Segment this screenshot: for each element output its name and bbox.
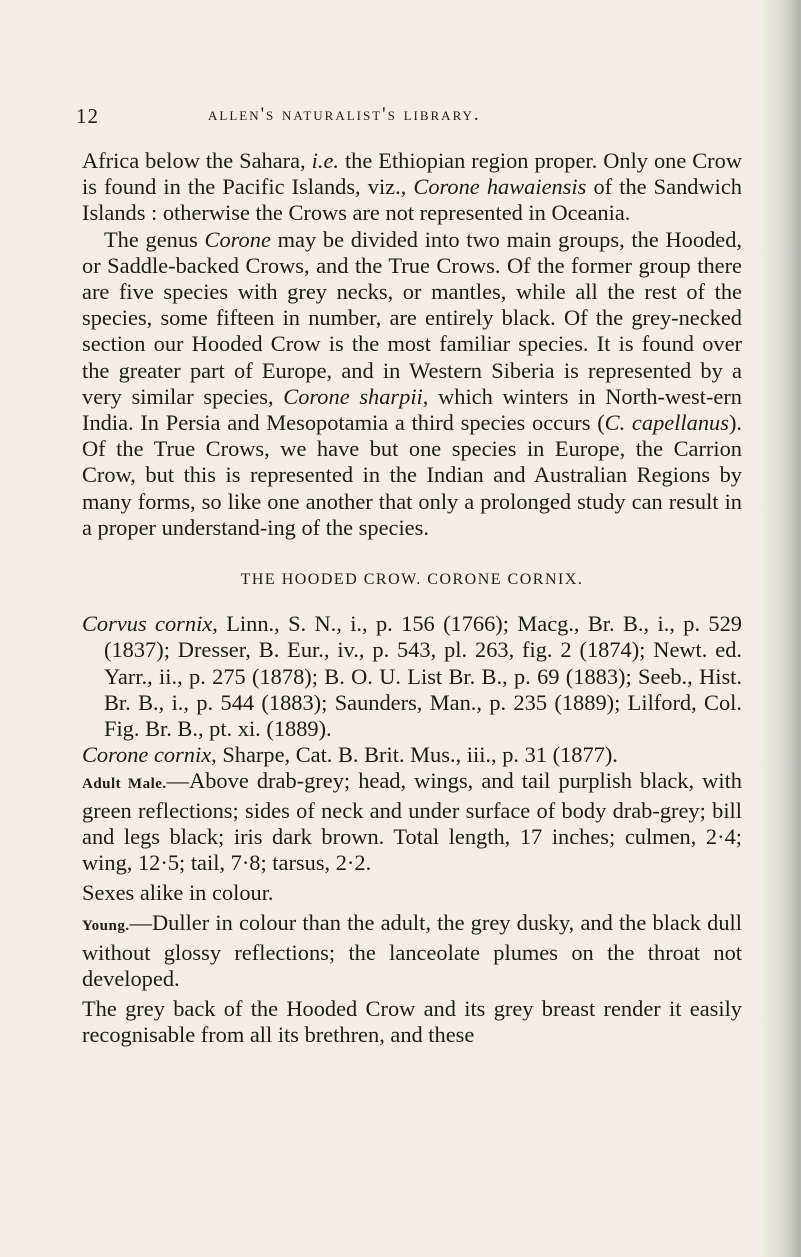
adult-text: —Above drab-grey; head, wings, and tail purplish black, with green reflections; sides of neck and under surface of body drab-grey; bill and legs black; iris dark brown. Total length, 17 inches; culmen, 2·4; wing, 12·5; tail, 7·8; tarsus, 2·2. <box>82 768 742 876</box>
text-run: the Ethiopian region proper. Only one Crow is found in the Pacific Islands, viz., <box>82 148 742 200</box>
text-run: , which winters in North-west-ern India. In Persia and Mesopotamia a third species occurs ( <box>82 383 742 436</box>
page-header <box>0 92 801 132</box>
genus-name: Corone <box>204 226 271 252</box>
page-edge-shading <box>761 0 801 1257</box>
page-body <box>82 148 742 1049</box>
synonymy-entry <box>82 611 742 742</box>
adult-label: Adult Male. <box>82 776 167 793</box>
section-heading: THE HOODED CROW. CORONE CORNIX. <box>240 571 584 589</box>
text-run: may be divided into two main groups, the Hooded, or Saddle-backed Crows, and the True Crows. Of the former group there are five species with grey necks, or mantles, while all the rest of the species, some fifteen in number, are entirely black. Of the grey-necked section our Hooded Crow is the most familiar species. It is found over the greater part of Europe, and in Western Siberia is represented by a very similar species, <box>82 226 742 409</box>
running-title: allen's naturalist's library. <box>208 104 481 125</box>
young-text: —Duller in colour than the adult, the grey dusky, and the black dull without glossy reflections; the lanceolate plumes on the throat not developed. <box>82 910 742 991</box>
intro-paragraph-1 <box>82 148 742 227</box>
synonym-references: , Sharpe, Cat. B. Brit. Mus., iii., p. 31 (1877). <box>211 742 618 768</box>
text-run-italic: i.e. <box>311 148 339 173</box>
species-name: Corone sharpii <box>283 383 423 409</box>
sexes-note: Sexes alike in colour. <box>82 880 274 906</box>
synonymy-entry <box>82 742 742 768</box>
closing-paragraph: The grey back of the Hooded Crow and its grey breast render it easily recognisable from all its brethren, and these <box>82 996 742 1048</box>
text-run: Africa below the Sahara, <box>82 148 312 173</box>
text-run: ). Of the True Crows, we have but one species in Europe, the Carrion Crow, but this is represented in the Indian and Australian Regions by many forms, so like one another that only a prolonged study can result in a proper understand-ing of the species. <box>82 410 743 540</box>
adult-description <box>82 768 742 876</box>
text-run: The genus <box>104 226 205 252</box>
species-name: C. capellanus <box>604 410 729 436</box>
synonym-name: Corone cornix <box>82 742 212 768</box>
synonym-references: , Linn., S. N., i., p. 156 (1766); Macg., Br. B., i., p. 529 (1837); Dresser, B. Eur., iv., p. 543, pl. 263, fig. 2 (1874); Newt. ed. Yarr., ii., p. 275 (1878); B. O. U. List Br. B., p. 69 (1883); Seeb., Hist. Br. B., i., p. 544 (1883); Saunders, Man., p. 235 (1889); Lilford, Col. Fig. Br. B., pt. xi. (1889). <box>104 611 742 742</box>
species-name: Corone hawaiensis <box>413 174 587 200</box>
synonym-name: Corvus cornix <box>82 611 213 637</box>
young-label: Young. <box>82 918 130 935</box>
page-number: 12 <box>76 104 99 128</box>
intro-paragraph-2 <box>82 227 742 541</box>
text-run: of the Sandwich Islands : otherwise the Crows are not represented in Oceania. <box>82 174 742 226</box>
young-description <box>82 910 742 992</box>
